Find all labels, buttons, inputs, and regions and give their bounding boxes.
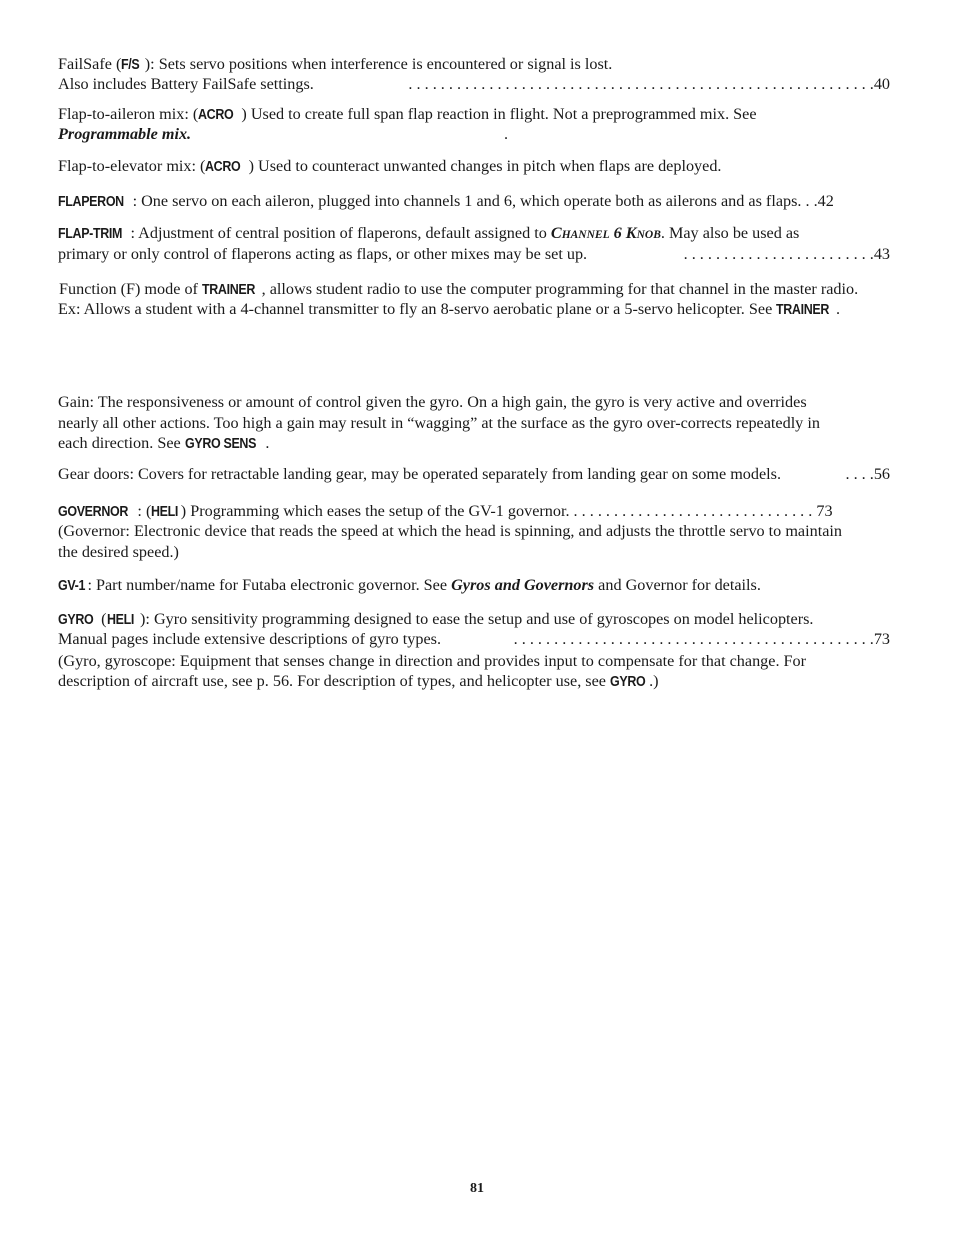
entry-gain-line2 <box>58 413 890 433</box>
text: primary or only control of flaperons acting as flaps, or other mixes may be set up. <box>58 245 588 263</box>
entry-gear-doors <box>58 464 890 484</box>
keyword-flaperon: FLAPERON <box>58 194 124 210</box>
text: the desired speed.) <box>58 543 179 561</box>
leader-page-56: . . . .56 <box>845 465 890 483</box>
text: ) Programming which eases the setup of the GV-1 governor. . . . . . . . . . . . . . . . . . . . . . . . . . . . . . . 73 <box>180 502 833 520</box>
text: Flap-to-aileron mix: ( <box>58 105 199 123</box>
text: : Adjustment of central position of flaperons, default assigned to <box>130 224 551 242</box>
keyword-trainer: TRAINER <box>776 302 830 318</box>
text: description of aircraft use, see p. 56. For description of types, and helicopter use, see <box>58 672 611 690</box>
text: Also includes Battery FailSafe settings. <box>58 75 314 93</box>
text: ): Gyro sensitivity programming designed to ease the setup and use of gyroscopes on model helicopters. <box>135 610 814 628</box>
ref-programmable-mix: Programmable mix. <box>58 125 192 143</box>
entry-failsafe-line2 <box>58 74 890 94</box>
text: , allows student radio to use the computer programming for that channel in the master radio. <box>261 280 859 298</box>
page-number: 81 <box>470 1181 484 1196</box>
keyword-acro: ACRO <box>205 159 241 175</box>
entry-gyro-line3 <box>58 651 890 671</box>
entry-flap-aileron-line2 <box>58 124 890 144</box>
keyword-fs: F/S <box>121 57 140 73</box>
text: nearly all other actions. Too high a gain may result in “wagging” at the surface as the gyro over-corrects repeatedly in <box>58 414 820 432</box>
entry-flap-trim-line1 <box>58 223 890 245</box>
leader-page-73: . . . . . . . . . . . . . . . . . . . . . . . . . . . . . . . . . . . . . . . . . . . . .73 <box>513 630 890 648</box>
text: Flap-to-elevator mix: ( <box>58 157 206 175</box>
entry-gyro-line4 <box>58 671 890 692</box>
keyword-flap-trim: FLAP-TRIM <box>58 226 123 242</box>
text: each direction. See <box>58 434 185 452</box>
keyword-heli: HELI <box>106 612 134 628</box>
ref-channel-6-knob: CHANNEL 6 KNOB <box>550 224 661 242</box>
text: Function (F) mode of <box>59 280 202 298</box>
entry-flaperon <box>58 191 890 212</box>
text: Gain: The responsiveness or amount of control given the gyro. On a high gain, the gyro is very active and overrides <box>58 393 807 411</box>
keyword-acro: ACRO <box>198 107 234 123</box>
text: and Governor for details. <box>594 576 761 594</box>
text: Manual pages include extensive descriptions of gyro types. <box>58 630 442 648</box>
entry-governor-line2 <box>58 521 898 541</box>
text: FailSafe ( <box>58 55 122 73</box>
keyword-heli: HELI <box>151 504 179 520</box>
leader-page-40: . . . . . . . . . . . . . . . . . . . . . . . . . . . . . . . . . . . . . . . . . . . . . . . . . . . . . . . . . .40 <box>408 75 890 93</box>
entry-gyro-line1 <box>58 609 890 630</box>
trailing-dot: . <box>504 125 509 143</box>
text: Gear doors: Covers for retractable landing gear, may be operated separately from landing gear on some models. <box>58 465 782 483</box>
entry-flap-aileron-line1 <box>58 104 890 125</box>
keyword-trainer: TRAINER <box>201 282 256 298</box>
entry-failsafe-line1 <box>58 54 890 75</box>
entry-function-line2 <box>58 299 890 320</box>
text: ) Used to create full span flap reaction in flight. Not a preprogrammed mix. See <box>237 105 757 123</box>
text: . May also be used as <box>660 224 800 242</box>
ref-gyros-and-governors: Gyros and Governors <box>451 576 595 594</box>
entry-flap-trim-line2 <box>58 244 890 264</box>
text: ) Used to counteract unwanted changes in pitch when flaps are deployed. <box>244 157 722 175</box>
text: Ex: Allows a student with a 4-channel transmitter to fly an 8-servo aerobatic plane or a 5-servo helicopter. See <box>58 300 777 318</box>
entry-gain-line3 <box>58 433 890 454</box>
entry-gv1 <box>58 575 890 596</box>
leader-page-43: . . . . . . . . . . . . . . . . . . . . . . . .43 <box>683 245 890 263</box>
keyword-gyro-sens: GYRO SENS <box>184 436 256 452</box>
entry-flap-elevator <box>58 156 890 177</box>
entry-governor-line1 <box>58 501 890 522</box>
entry-gyro-line2 <box>58 629 890 649</box>
keyword-gv1: GV-1 <box>58 578 86 594</box>
text: . <box>835 300 841 318</box>
text: ): Sets servo positions when interference is encountered or signal is lost. <box>140 55 613 73</box>
text: . <box>265 434 270 452</box>
entry-function-line1 <box>59 279 891 300</box>
text: : One servo on each aileron, plugged into channels 1 and 6, which operate both as ailerons and as flaps. . .42 <box>132 192 834 210</box>
entry-gain-line1 <box>58 392 890 412</box>
text: (Gyro, gyroscope: Equipment that senses change in direction and provides input to compensate for that change. For <box>58 652 807 670</box>
text: (Governor: Electronic device that reads the speed at which the head is spinning, and adjusts the throttle servo to maintain <box>58 522 842 540</box>
text: .) <box>649 672 659 690</box>
entry-governor-line3 <box>58 542 890 562</box>
keyword-governor: GOVERNOR <box>58 504 129 520</box>
keyword-gyro: GYRO <box>610 674 646 690</box>
text: : ( <box>137 502 152 520</box>
keyword-gyro: GYRO <box>58 612 94 628</box>
text: : Part number/name for Futaba electronic governor. See <box>87 576 452 594</box>
text: ( <box>97 610 107 628</box>
